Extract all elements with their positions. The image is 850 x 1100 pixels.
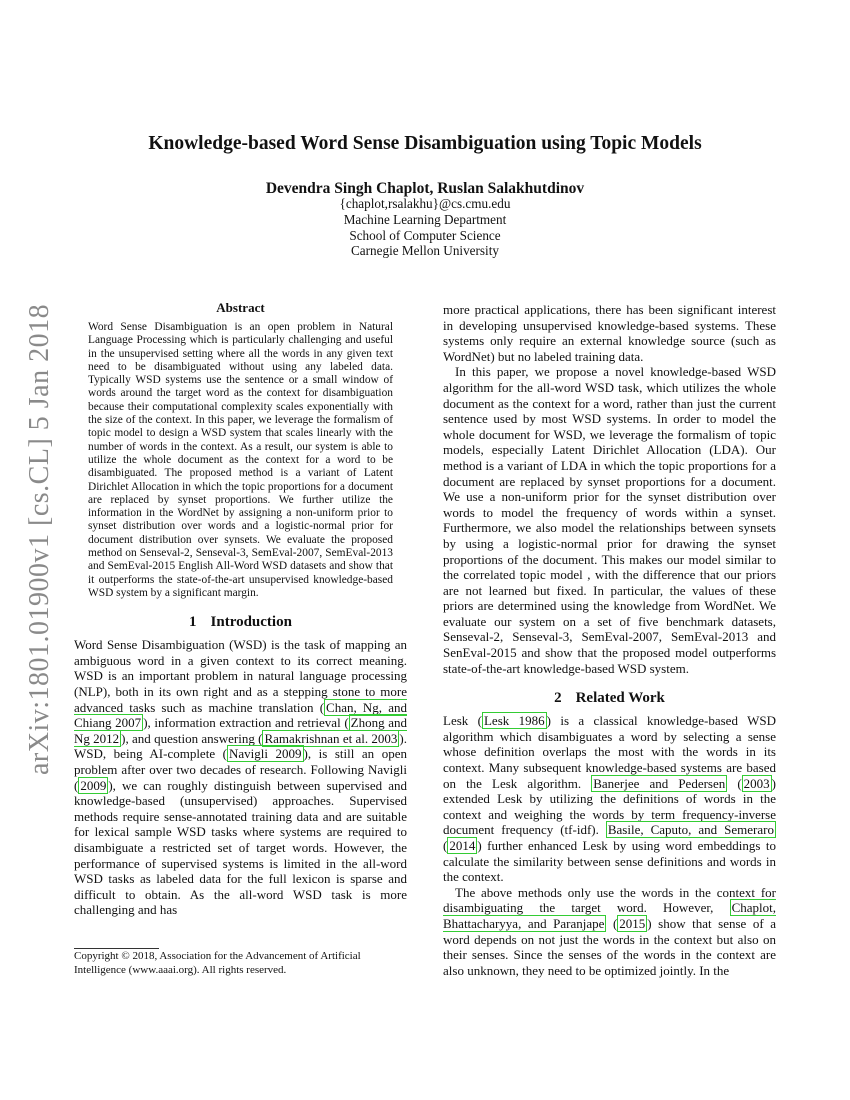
abstract-text: Word Sense Disambiguation is an open problem in Natural Language Processing which is particularly challenging and useful in the unsupervised setting where all the words in any given text need to be disambiguated without using any labeled data. Typically WSD systems use the sentence or a small window of words around the target word as the context for disambiguation because their computational complexity scales exponentially with the size of the context. In this paper, we leverage the formalism of topic model to design a WSD system that scales linearly with the number of words in the context. As a result, our system is able to utilize the whole document as the context for a word to be disambiguated. The proposed method is a variant of Latent Dirichlet Allocation in which the topic proportions for a document are replaced by synset proportions. We further utilize the information in the WordNet by assigning a non-uniform prior to synset distribution over words and a logistic-normal prior for document distribution over synsets. We evaluate the proposed method on Senseval-2, Senseval-3, SemEval-2007, SemEval-2013 and SemEval-2015 English All-Word WSD datasets and show that it outperforms the state-of-the-art unsupervised knowledge-based WSD system by a significant margin. (88, 321, 393, 599)
abstract-heading: Abstract (216, 300, 265, 315)
citation-link[interactable]: 2003 (743, 775, 770, 791)
citation-link[interactable]: Banerjee and Pedersen (593, 775, 726, 791)
related-work-paragraph: Lesk ( Lesk 1986 ) is a classical knowledge-based WSD algorithm which disambiguates a word by selecting a sense whose definition overlaps the most with the words in its context. Many subsequent knowledge-based systems are based on the Lesk algorithm. Banerjee and Pedersen ( 2003 ) extended Lesk by utilizing the definitions of words in the context and weighing the words by term frequency-inverse document frequency (tf-idf). Basile, Caputo, and Semeraro ( 2014 ) further enhanced Lesk by using word embeddings to calculate the similarity between sense definitions and words in the context. (443, 713, 776, 885)
citation-link[interactable]: 2009 (80, 777, 107, 793)
citation-link[interactable]: Ramakrishnan et al. 2003 (264, 730, 398, 746)
citation-link[interactable]: Chan, Ng, and Chiang 2007 (74, 699, 407, 731)
affiliation-school: School of Computer Science (349, 227, 501, 243)
section-heading-introduction (74, 614, 407, 631)
section-title: Related Work (575, 690, 665, 707)
affiliation-department: Machine Learning Department (343, 211, 507, 227)
introduction-paragraph-continued: more practical applications, there has been significant interest in developing unsupervised knowledge-based systems. These systems only require an external knowledge source (such as WordNet) but no labeled training data. (443, 302, 776, 364)
copyright-footnote: Copyright © 2018, Association for the Advancement of Artificial Intelligence (www.aaai.org). All rights reserved. (74, 950, 361, 976)
citation-link[interactable]: Chaplot, Bhattacharyya, and Paranjape (443, 900, 776, 931)
introduction-paragraph: Word Sense Disambiguation (WSD) is the task of mapping an ambiguous word in a given context to its correct meaning. WSD is an important problem in natural language processing (NLP), both in its own right and as a stepping stone to more advanced tasks such as machine translation ( Chan, Ng, and Chiang 2007 ), information extraction and retrieval ( Zhong and Ng 2012 ), and question answering ( Ramakrishnan et al. 2003 ). WSD, being AI-complete ( Navigli 2009 ), is still an open problem after over two decades of research. Following Navigli ( 2009 ), we can roughly distinguish between supervised and knowledge-based (unsupervised) approaches. Supervised methods require sense-annotated training data and are suitable for lexical sample WSD tasks where systems are required to disambiguate a restricted set of target words. However, the performance of supervised systems is limited in the all-word WSD tasks as labeled data for the full lexicon is sparse and difficult to obtain. As the all-word WSD task is more challenging and has (74, 637, 407, 918)
citation-link[interactable]: Navigli 2009 (228, 746, 302, 762)
citation-link[interactable]: Basile, Caputo, and Semeraro (607, 822, 774, 838)
section-number: 1 (189, 614, 197, 631)
author-email: {chaplot,rsalakhu}@cs.cmu.edu (339, 196, 511, 211)
arxiv-identifier-stamp: arXiv:1801.01900v1 [cs.CL] 5 Jan 2018 (24, 303, 55, 775)
left-column (74, 300, 407, 918)
citation-link[interactable]: Zhong and Ng 2012 (74, 715, 407, 746)
affiliation-university: Carnegie Mellon University (351, 243, 499, 259)
citation-link[interactable]: 2015 (619, 915, 646, 931)
paper-authors: Devendra Singh Chaplot, Ruslan Salakhutdinov (265, 180, 585, 197)
right-column (443, 302, 776, 978)
paper-title: Knowledge-based Word Sense Disambiguation using Topic Models (148, 133, 702, 154)
author-affiliation (0, 196, 850, 259)
citation-link[interactable]: 2014 (449, 838, 476, 853)
citation-link[interactable]: Lesk 1986 (483, 713, 545, 729)
introduction-paragraph: In this paper, we propose a novel knowledge-based WSD algorithm for the all-word WSD task, which utilizes the whole document as the context for a word, rather than just the current sentence used by most WSD systems. In order to model the whole document for WSD, we leverage the formalism of topic models, especially Latent Dirichlet Allocation (LDA). Our method is a variant of LDA in which the topic proportions for a document are replaced by synset proportions for a document. We use a non-uniform prior for the synset distribution over words to model the frequency of words within a synset. Furthermore, we also model the relationships between synsets by using a logistic-normal prior for drawing the synset proportions of the document. This makes our model similar to the correlated topic model , with the difference that our priors are not learned but fixed. In particular, the values of these priors are determined using the knowledge from WordNet. We evaluate our system on a set of five benchmark datasets, Senseval-2, Senseval-3, SemEval-2007, SemEval-2013 and SenEval-2015 and show that the proposed model outperforms state-of-the-art knowledge-based WSD system. (443, 364, 776, 676)
related-work-paragraph: The above methods only use the words in the context for disambiguating the target word. However, Chaplot, Bhattacharyya, and Paranjape ( 2015 ) show that sense of a word depends on not just the words in the context but also on their senses. Since the senses of the words in the context are also unknown, they need to be optimized jointly. In the (443, 884, 776, 978)
section-heading-related-work (443, 690, 776, 707)
section-title: Introduction (210, 614, 292, 631)
footnote-divider (74, 948, 159, 949)
section-number: 2 (554, 690, 562, 707)
